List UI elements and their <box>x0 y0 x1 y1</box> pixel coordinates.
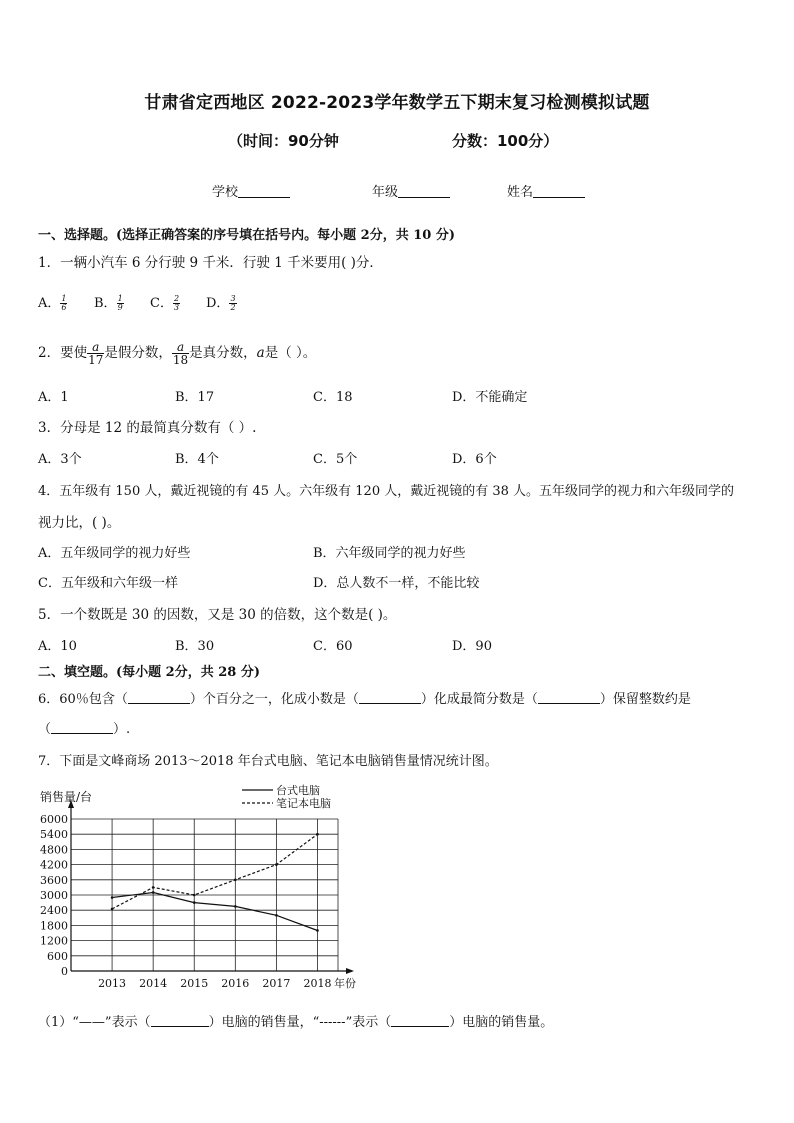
q1-b-fraction: $\frac{1}{9}$ <box>117 294 123 312</box>
q6-blank-1[interactable] <box>128 691 190 704</box>
y-tick-label: 4800 <box>40 843 68 857</box>
q7-text: 7．下面是文峰商场 2013～2018 年台式电脑、笔记本电脑销售量情况统计图。 <box>38 754 498 769</box>
q3-option-b: B．4个 <box>175 452 219 467</box>
data-point <box>111 896 114 899</box>
y-tick-label: 3600 <box>40 873 68 887</box>
x-tick-label: 2017 <box>262 977 291 990</box>
q1-option-c: C． $\frac{2}{3}$ <box>150 294 180 312</box>
q2-fraction-17: $\frac{a}{17}$ <box>88 340 104 367</box>
q1-d-fraction: $\frac{3}{2}$ <box>230 294 236 312</box>
name-label: 姓名 <box>507 185 534 200</box>
q4-option-d: D．总人数不一样，不能比较 <box>313 576 480 591</box>
school-field <box>212 181 290 200</box>
q4-option-a: A．五年级同学的视力好些 <box>38 546 191 561</box>
name-blank[interactable] <box>533 184 585 198</box>
school-blank[interactable] <box>238 184 290 198</box>
q1-a-fraction: $\frac{1}{6}$ <box>61 294 67 312</box>
y-tick-label: 0 <box>61 965 68 978</box>
data-point <box>316 929 319 932</box>
q2-fraction-18: $\frac{a}{18}$ <box>172 340 189 367</box>
q6-blank-3[interactable] <box>538 691 600 704</box>
q5-option-b: B．30 <box>175 639 215 654</box>
y-tick-label: 2400 <box>40 904 68 918</box>
y-axis-title: 销售量/台 <box>40 790 93 804</box>
q1-c-fraction: $\frac{2}{3}$ <box>173 294 180 312</box>
x-tick-label: 2018 <box>303 977 332 990</box>
q5-option-d: D．90 <box>452 639 492 654</box>
q1-text: 1．一辆小汽车 6 分行驶 9 千米．行驶 1 千米要用( )分． <box>38 255 383 271</box>
y-tick-label: 600 <box>47 949 68 963</box>
q6-text-line1: 6．60％包含（ ）个百分之一，化成小数是（ ）化成最简分数是（ ）保留整数约是 <box>38 692 691 707</box>
grade-label: 年级 <box>372 185 399 200</box>
q3-option-d: D．6个 <box>452 452 497 467</box>
series-line-notebook <box>112 834 317 909</box>
q2-option-d: D．不能确定 <box>452 390 528 405</box>
q3-option-a: A．3个 <box>38 452 82 467</box>
x-tick-label: 2016 <box>221 977 250 990</box>
sales-line-chart <box>30 780 370 995</box>
y-tick-label: 1800 <box>40 919 68 933</box>
x-axis-title: 年份 <box>334 977 356 990</box>
data-point <box>275 914 278 917</box>
data-point <box>111 908 114 911</box>
q4-option-c: C．五年级和六年级一样 <box>38 576 178 591</box>
page-title: 甘肃省定西地区 2022-2023学年数学五下期末复习检测模拟试题 <box>144 93 650 113</box>
x-tick-label: 2013 <box>98 977 127 990</box>
q6-blank-2[interactable] <box>359 691 421 704</box>
y-tick-label: 5400 <box>40 828 68 842</box>
q7-sub1-blank-1[interactable] <box>151 1014 209 1027</box>
q4-text-line1: 4．五年级有 150 人，戴近视镜的有 45 人。六年级有 120 人，戴近视镜的有 38 人。五年级同学的视力和六年级同学的 <box>38 484 735 499</box>
q2-option-b: B．17 <box>175 390 215 405</box>
data-point <box>152 891 155 894</box>
q6-text-line2: （ ）. <box>38 722 131 737</box>
section1-heading: 一、选择题。(选择正确答案的序号填在括号内。每小题 2分，共 10 分) <box>38 228 456 243</box>
q1-option-a: A． $\frac{1}{6}$ <box>38 294 67 312</box>
data-point <box>316 833 319 836</box>
data-point <box>275 863 278 866</box>
data-point <box>234 905 237 908</box>
exam-score: 分数：100分） <box>452 132 559 150</box>
q5-option-a: A．10 <box>38 639 77 654</box>
legend-label: 台式电脑 <box>276 784 320 797</box>
grade-blank[interactable] <box>398 184 450 198</box>
q2-option-c: C．18 <box>313 390 353 405</box>
q7-sub1-text: （1）“——”表示（ ）电脑的销售量，“------”表示（ ）电脑的销售量。 <box>38 1015 554 1030</box>
q5-option-c: C．60 <box>313 639 353 654</box>
data-point <box>152 886 155 889</box>
q3-text: 3．分母是 12 的最简真分数有（ ）. <box>38 420 257 436</box>
q6-blank-4[interactable] <box>51 721 113 734</box>
q2-option-a: A．1 <box>38 390 69 405</box>
y-tick-label: 4200 <box>40 858 68 872</box>
q2-text: 2．要使 $\frac{a}{17}$ 是假分数， $\frac{a}{18}$ 是真分数，a是（ ）。 <box>38 340 317 367</box>
x-tick-label: 2014 <box>139 977 168 990</box>
name-field <box>507 181 585 200</box>
data-point <box>193 894 196 897</box>
data-point <box>193 901 196 904</box>
y-tick-label: 6000 <box>40 813 68 826</box>
q4-text-line2: 视力比，( )。 <box>38 515 121 531</box>
x-axis-arrow <box>346 968 354 974</box>
section2-heading: 二、填空题。(每小题 2分，共 28 分) <box>38 665 261 680</box>
y-tick-label: 3000 <box>40 889 68 902</box>
q1-option-b: B． $\frac{1}{9}$ <box>94 294 123 312</box>
q4-option-b: B．六年级同学的视力好些 <box>313 546 466 561</box>
q5-text: 5．一个数既是 30 的因数，又是 30 的倍数，这个数是( )。 <box>38 607 397 623</box>
q3-option-c: C．5个 <box>313 452 358 467</box>
q7-sub1-blank-2[interactable] <box>391 1014 449 1027</box>
q1-option-d: D． $\frac{3}{2}$ <box>206 294 236 312</box>
legend-label: 笔记本电脑 <box>276 797 331 810</box>
data-point <box>234 879 237 882</box>
grade-field <box>372 181 450 200</box>
school-label: 学校 <box>212 185 239 200</box>
series-line-desktop <box>112 893 317 931</box>
y-tick-label: 1200 <box>40 934 68 948</box>
exam-time: （时间：90分钟 <box>228 132 339 150</box>
x-tick-label: 2015 <box>180 977 209 990</box>
